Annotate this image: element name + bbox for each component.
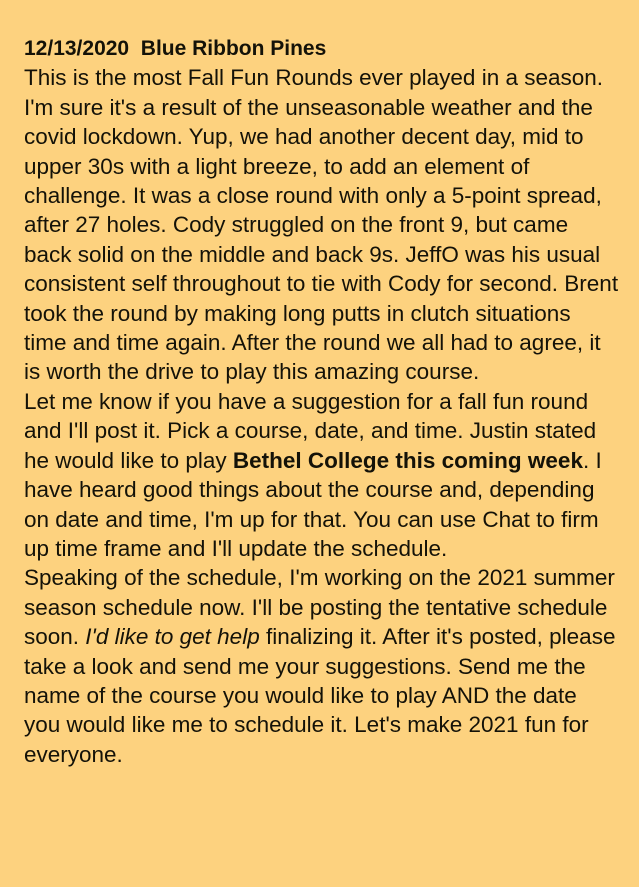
- schedule-text: Speaking of the schedule, I'm working on the 2021 summer season schedule now. I'll be posting the tentative schedule soon.: [24, 565, 615, 650]
- help-emphasis: I'd like to get help: [85, 624, 260, 650]
- suggestion-text: Let me know if you have a suggestion for a fall fun round and I'll post it. Pick a course, date, and time. Justin stated he would like to play: [24, 388, 597, 473]
- highlighted-course: Bethel College this coming week: [232, 447, 583, 473]
- course-name: Blue Ribbon Pines: [140, 37, 327, 60]
- post-title: [24, 34, 619, 63]
- schedule-text-continued: finalizing it. After it's posted, please take a look and send me your suggestions. Send me the name of the course you would like to play AND the date you would like me to schedule it. Let's make 2021 fun for everyone.: [24, 624, 616, 767]
- suggestion-text-continued: . I have heard good things about the course and, depending on date and time, I'm up for that. You can use Chat to firm up time frame and I'll update the schedule.: [24, 447, 602, 561]
- paragraph-schedule: [24, 563, 619, 769]
- paragraph-suggestions: [24, 387, 619, 563]
- paragraph-round-recap: This is the most Fall Fun Rounds ever played in a season. I'm sure it's a result of the unseasonable weather and the covid lockdown. Yup, we had another decent day, mid to upper 30s with a light breeze, to add an element of challenge. It was a close round with only a 5-point spread, after 27 holes. Cody struggled on the front 9, but came back solid on the middle and back 9s. JeffO was his usual consistent self throughout to tie with Cody for second. Brent took the round by making long putts in clutch situations time and time again. After the round we all had to agree, it is worth the drive to play this amazing course.: [24, 65, 619, 385]
- post-date: 12/13/2020: [24, 37, 130, 60]
